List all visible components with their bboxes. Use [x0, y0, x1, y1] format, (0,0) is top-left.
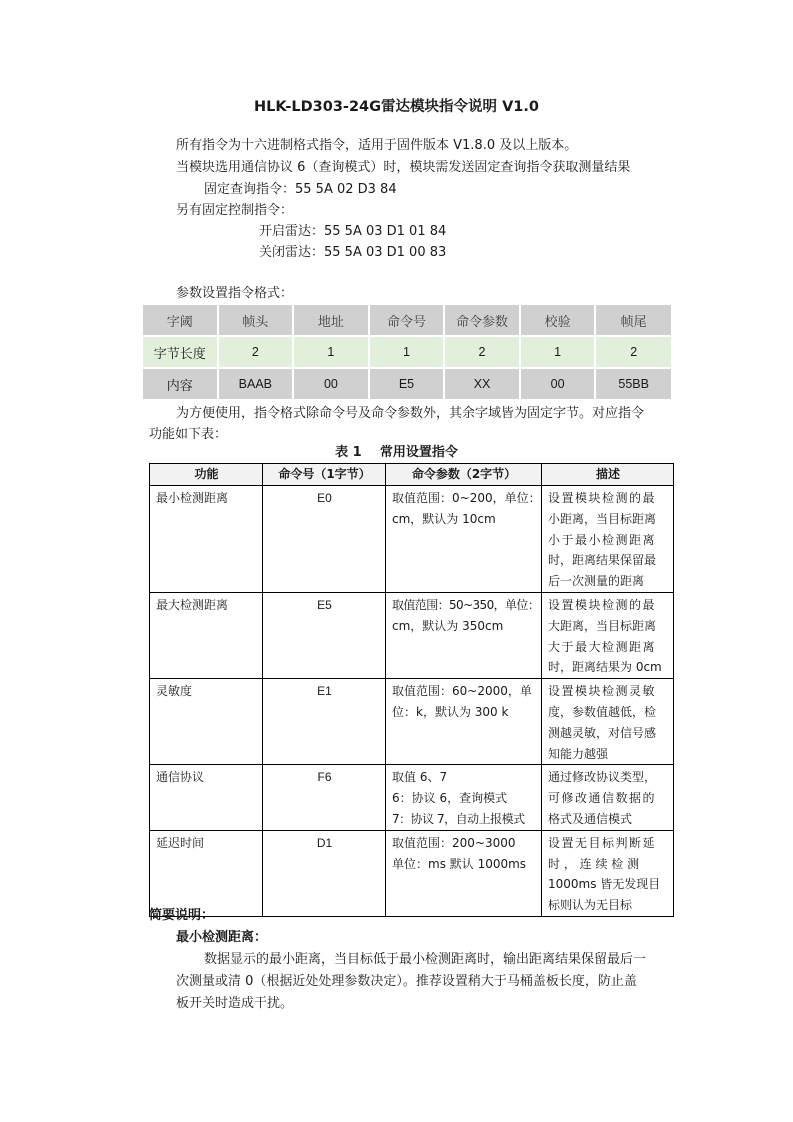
desc-line: 1000ms 皆无发现目 [548, 877, 661, 892]
document-title: HLK-LD303-24G雷达模块指令说明 V1.0 [254, 99, 539, 115]
command-format-table [141, 305, 673, 401]
header-params: 命令参数（2字节） [386, 464, 542, 486]
function-cell: 通信协议 [150, 765, 263, 830]
intro-line-1: 所有指令为十六进制格式指令，适用于固件版本 V1.8.0 及以上版本。 [176, 138, 578, 153]
desc-line: 标则认为无目标 [548, 898, 633, 913]
format-cell: 00 [294, 369, 368, 401]
format-cell: 1 [370, 337, 444, 369]
params-line: 取值范围：200~3000 [392, 835, 516, 850]
desc-line: 大于最大检测距离 [548, 639, 657, 654]
code-cell: E0 [263, 486, 386, 593]
params-line: 取值范围：50~350，单位： [392, 597, 540, 612]
format-length-row [143, 337, 671, 369]
description-cell [542, 830, 674, 916]
table-row [150, 486, 674, 593]
code-cell: F6 [263, 765, 386, 830]
desc-line: 小于最小检测距离 [548, 532, 657, 547]
table-row [150, 830, 674, 916]
desc-line: 时 ， 连 续 检 测 [548, 856, 640, 871]
format-cell: XX [445, 369, 519, 401]
format-cell: 2 [445, 337, 519, 369]
format-label: 参数设置指令格式： [176, 286, 294, 301]
function-cell: 最大检测距离 [150, 592, 263, 678]
function-cell: 灵敏度 [150, 679, 263, 765]
table-caption: 表 1 常用设置指令 [335, 445, 458, 460]
format-cell: 地址 [294, 305, 368, 337]
open-radar-command: 开启雷达：55 5A 03 D1 01 84 [259, 224, 447, 239]
format-cell: BAAB [219, 369, 293, 401]
format-cell: 55BB [596, 369, 671, 401]
format-cell: E5 [370, 369, 444, 401]
params-line: cm，默认为 10cm [392, 511, 496, 526]
description-cell [542, 486, 674, 593]
table-row [150, 592, 674, 678]
query-command: 固定查询指令：55 5A 02 D3 84 [204, 182, 397, 197]
desc-line: 时，距离结果保留最 [548, 553, 657, 568]
header-description: 描述 [542, 464, 674, 486]
description-cell [542, 765, 674, 830]
notes-line-1: 数据显示的最小距离，当目标低于最小检测距离时，输出距离结果保留最后一 [204, 952, 647, 967]
function-cell: 最小检测距离 [150, 486, 263, 593]
desc-line: 设置无目标判断延 [548, 835, 657, 850]
format-content-row [143, 369, 671, 401]
params-cell [386, 486, 542, 593]
format-cell: 字节长度 [143, 337, 217, 369]
code-cell: D1 [263, 830, 386, 916]
format-cell: 00 [521, 369, 595, 401]
format-cell: 1 [521, 337, 595, 369]
close-radar-command: 关闭雷达：55 5A 03 D1 00 83 [259, 245, 447, 260]
format-cell: 帧尾 [596, 305, 671, 337]
code-cell: E1 [263, 679, 386, 765]
format-cell: 帧头 [219, 305, 293, 337]
format-cell: 命令参数 [445, 305, 519, 337]
command-table [149, 463, 674, 917]
control-commands-label: 另有固定控制指令： [176, 203, 294, 218]
format-cell: 字阈 [143, 305, 217, 337]
intro-line-2: 当模块选用通信协议 6（查询模式）时，模块需发送固定查询指令获取测量结果 [176, 160, 631, 175]
command-table-header [150, 464, 674, 486]
desc-line: 测越灵敏，对信号感 [548, 725, 657, 740]
description-cell [542, 592, 674, 678]
table-row [150, 679, 674, 765]
desc-line: 格式及通信模式 [548, 811, 633, 826]
params-line: cm，默认为 350cm [392, 618, 504, 633]
function-cell: 延迟时间 [150, 830, 263, 916]
params-cell [386, 830, 542, 916]
desc-line: 通过修改协议类型， [548, 770, 657, 785]
desc-line: 时，距离结果为 0cm [548, 660, 662, 675]
notes-line-2: 次测量或清 0（根据近处处理参数决定）。推荐设置稍大于马桶盖板长度，防止盖 [176, 974, 637, 989]
notes-line-3: 板开关时造成干扰。 [176, 996, 294, 1011]
params-cell [386, 679, 542, 765]
params-line: 6：协议 6，查询模式 [392, 791, 508, 806]
format-cell: 命令号 [370, 305, 444, 337]
params-line: 取值 6、7 [392, 770, 448, 785]
after-format-line-1: 为方便使用，指令格式除命令号及命令参数外，其余字域皆为固定字节。对应指令 [176, 406, 645, 421]
desc-line: 知能力越强 [548, 746, 609, 761]
desc-line: 设置模块检测灵敏 [548, 684, 657, 699]
desc-line: 设置模块检测的最 [548, 491, 657, 505]
format-cell: 1 [294, 337, 368, 369]
after-format-line-2: 功能如下表： [149, 427, 228, 442]
params-line: 7：协议 7，自动上报模式 [392, 811, 525, 826]
notes-subheading: 最小检测距离： [176, 930, 268, 945]
params-cell [386, 592, 542, 678]
params-line: 位：k，默认为 300 k [392, 704, 509, 719]
desc-line: 后一次测量的距离 [548, 574, 645, 589]
desc-line: 度，参数值越低，检 [548, 704, 657, 719]
params-cell [386, 765, 542, 830]
desc-line: 可修改通信数据的 [548, 791, 657, 806]
header-function: 功能 [150, 464, 263, 486]
table-row [150, 765, 674, 830]
description-cell [542, 679, 674, 765]
format-cell: 内容 [143, 369, 217, 401]
params-line: 取值范围：0~200，单位： [392, 491, 541, 505]
code-cell: E5 [263, 592, 386, 678]
format-cell: 2 [219, 337, 293, 369]
desc-line: 小距离，当目标距离 [548, 511, 657, 526]
params-line: 取值范围：60~2000，单 [392, 684, 532, 699]
desc-line: 设置模块检测的最 [548, 597, 657, 612]
format-header-row [143, 305, 671, 337]
notes-heading: 简要说明： [149, 908, 215, 923]
header-code: 命令号（1字节） [263, 464, 386, 486]
params-line: 单位：ms 默认 1000ms [392, 856, 527, 871]
desc-line: 大距离，当目标距离 [548, 618, 657, 633]
format-cell: 2 [596, 337, 671, 369]
format-cell: 校验 [521, 305, 595, 337]
